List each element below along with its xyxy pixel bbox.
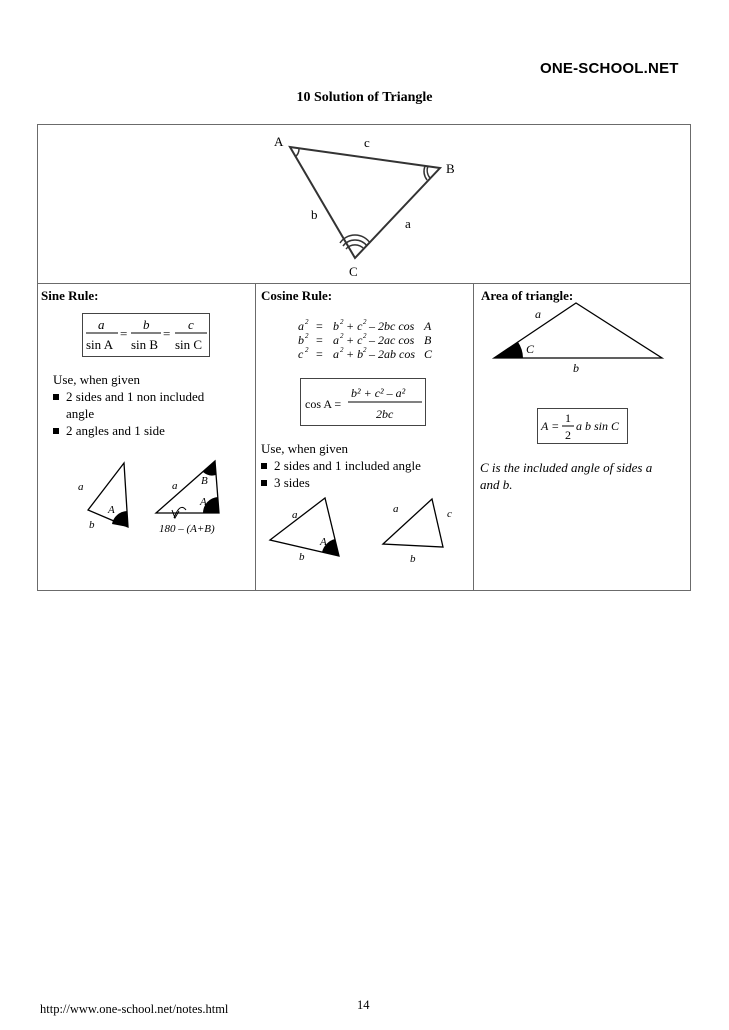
cos-l1-r2: + c — [346, 319, 363, 333]
cos-l3-r3: – 2ab cos — [369, 347, 415, 361]
cos-l3-r2: + b — [346, 347, 364, 361]
cos-fig1-label-b: b — [299, 551, 305, 563]
cos-fig2-label-c: c — [447, 508, 452, 520]
cos-l2-ang: B — [424, 333, 432, 347]
vertex-label-c: C — [349, 264, 358, 279]
area-formula-lhs: A = — [541, 419, 560, 433]
sine-fig2-label-A: A — [200, 496, 207, 508]
svg-text:=: = — [316, 333, 323, 347]
sine-use-intro: Use, when given — [53, 372, 141, 387]
area-note-line-2: and b. — [480, 477, 513, 492]
area-formula-den: 2 — [565, 428, 571, 442]
sine-eq-1: = — [120, 326, 128, 341]
cos-fig1-label-a: a — [292, 509, 298, 521]
cos-l1-sq1: 2 — [305, 318, 309, 326]
cosine-rule-heading: Cosine Rule: — [261, 288, 333, 303]
cosA-den: 2bc — [376, 407, 394, 421]
cos-l2-r2: + c — [346, 333, 363, 347]
sine-den-a: sin A — [86, 337, 114, 352]
area-formula-num: 1 — [565, 411, 571, 425]
cosine-use-intro: Use, when given — [261, 441, 349, 456]
cos-l2-lhs: b — [298, 333, 304, 347]
sine-num-a: a — [98, 317, 105, 332]
cos-l2-r3: – 2ac cos — [369, 333, 415, 347]
cos-l1-r3: – 2bc cos — [369, 319, 415, 333]
sine-use-item-1-text: 2 sides and 1 non included — [66, 389, 205, 404]
svg-text:=: = — [316, 319, 323, 333]
sine-den-c: sin C — [175, 337, 203, 352]
side-label-a: a — [405, 216, 411, 231]
sine-num-c: c — [188, 317, 194, 332]
side-label-b: b — [311, 207, 318, 222]
side-label-c: c — [364, 135, 370, 150]
cos-l3-sq2: 2 — [340, 346, 344, 354]
cos-l1-sq3: 2 — [363, 318, 367, 326]
page-title: 10 Solution of Triangle — [296, 90, 433, 105]
cos-l2-sq3: 2 — [363, 332, 367, 340]
cos-l3-sq3: 2 — [363, 346, 367, 354]
cosine-use-item-2-text: 3 sides — [274, 475, 310, 490]
sine-fig1-label-a: a — [78, 481, 84, 493]
svg-text:=: = — [316, 347, 323, 361]
sine-eq-2: = — [163, 326, 171, 341]
cosA-lhs: cos A = — [305, 397, 342, 411]
area-label-b: b — [573, 361, 579, 375]
vertex-label-b: B — [446, 161, 455, 176]
cos-l2-sq1: 2 — [305, 332, 309, 340]
cos-l3-ang: C — [424, 347, 433, 361]
sine-use-item-1-cont: angle — [66, 406, 95, 421]
sine-fig2-label-a: a — [172, 480, 178, 492]
sine-rule-heading: Sine Rule: — [41, 288, 99, 303]
brand: ONE-SCHOOL.NET — [540, 60, 679, 77]
page-number: 14 — [357, 998, 370, 1012]
cosine-use-item-1-text: 2 sides and 1 included angle — [274, 458, 421, 473]
sine-den-b: sin B — [131, 337, 159, 352]
area-formula — [0, 0, 729, 450]
footer-url[interactable]: http://www.one-school.net/notes.html — [40, 1002, 229, 1016]
cos-l3-r1: a — [333, 347, 339, 361]
cos-fig1-label-A: A — [320, 536, 327, 548]
cos-l2-sq2: 2 — [340, 332, 344, 340]
cos-l1-ang: A — [424, 319, 432, 333]
cos-l1-lhs: a — [298, 319, 304, 333]
vertex-label-a: A — [274, 134, 284, 149]
cos-l1-r1: b — [333, 319, 339, 333]
area-note-line-1: C is the included angle of sides a — [480, 460, 653, 475]
cos-l3-sq1: 2 — [305, 346, 309, 354]
sine-use-item-2-text: 2 angles and 1 side — [66, 423, 165, 438]
cos-fig2-triangle — [383, 499, 443, 547]
sine-num-b: b — [143, 317, 150, 332]
sine-fig2-note: 180 – (A+B) — [159, 523, 215, 535]
area-label-a: a — [535, 307, 541, 321]
cos-fig2-label-b: b — [410, 553, 416, 565]
sine-fig2-label-B: B — [201, 475, 208, 487]
cos-l2-r1: a — [333, 333, 339, 347]
sine-fig1-label-A: A — [108, 504, 115, 516]
cos-l1-sq2: 2 — [340, 318, 344, 326]
cos-fig2-label-a: a — [393, 503, 399, 515]
sine-fig1-label-b: b — [89, 519, 95, 531]
area-formula-rhs: a b sin C — [576, 419, 620, 433]
area-label-C: C — [526, 342, 535, 356]
area-heading: Area of triangle: — [481, 288, 574, 303]
cosA-num: b² + c² – a² — [351, 386, 406, 400]
cos-l3-lhs: c — [298, 347, 304, 361]
